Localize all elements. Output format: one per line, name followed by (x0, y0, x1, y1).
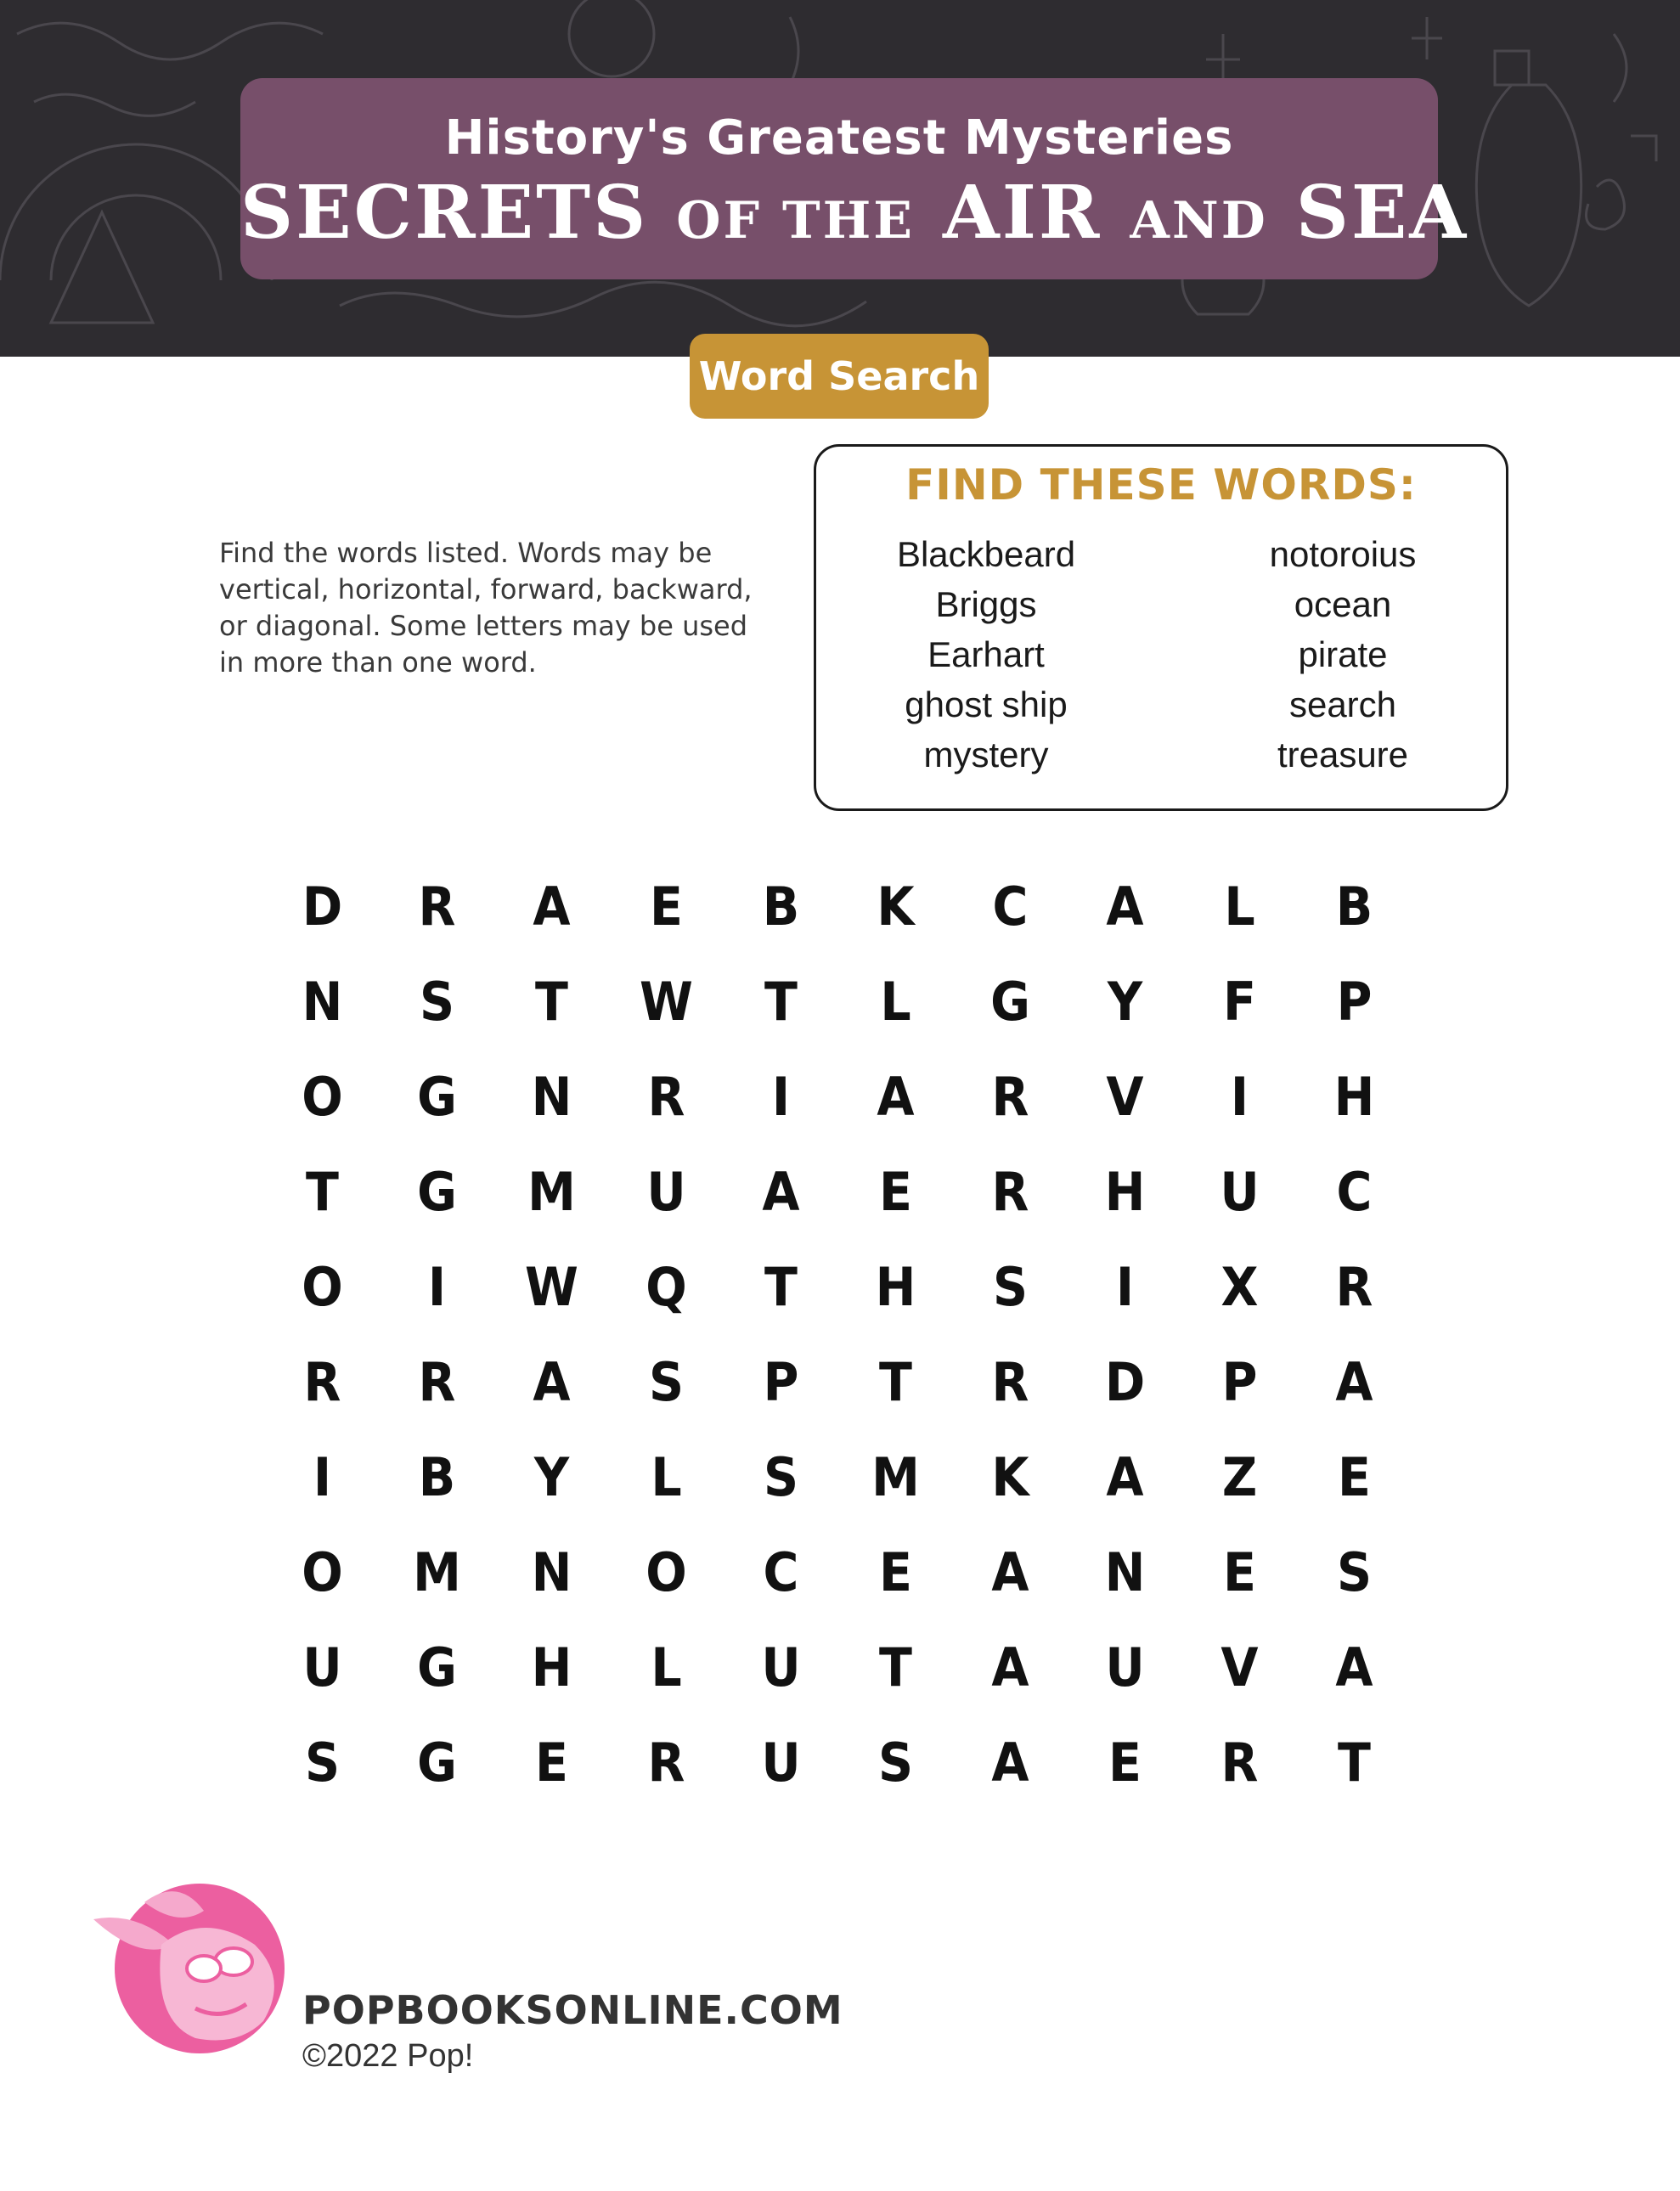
grid-letter[interactable]: T (879, 1351, 912, 1413)
grid-letter[interactable]: S (877, 1732, 914, 1794)
word-item: search (1288, 684, 1397, 724)
grid-letter[interactable]: G (990, 971, 1030, 1033)
grid-letter[interactable]: U (761, 1732, 801, 1794)
grid-letter[interactable]: C (1336, 1161, 1373, 1223)
grid-letter[interactable]: G (417, 1636, 457, 1698)
grid-letter[interactable]: N (302, 971, 343, 1033)
grid-letter[interactable]: H (875, 1256, 916, 1318)
grid-letter[interactable]: S (419, 971, 455, 1033)
series-title: History's Greatest Mysteries (444, 110, 1234, 166)
title-word-secrets: SECRETS (240, 170, 649, 256)
grid-letter[interactable]: A (991, 1732, 1029, 1794)
grid-letter[interactable]: T (535, 971, 568, 1033)
grid-letter[interactable]: E (1338, 1446, 1371, 1508)
grid-letter[interactable]: M (871, 1446, 920, 1508)
word-item: ghost ship (905, 684, 1068, 724)
grid-letter[interactable]: V (1106, 1066, 1144, 1128)
grid-letter[interactable]: H (1104, 1161, 1146, 1223)
grid-letter[interactable]: M (413, 1541, 461, 1603)
grid-letter[interactable]: O (302, 1541, 343, 1603)
grid-row (265, 1430, 1412, 1525)
word-item: Briggs (935, 584, 1037, 624)
grid-letter[interactable]: P (1221, 1351, 1258, 1413)
grid-letter[interactable]: H (531, 1636, 572, 1698)
grid-letter[interactable]: T (764, 971, 798, 1033)
grid-letter[interactable]: R (991, 1066, 1029, 1128)
title-word-of-the: OF THE (676, 191, 916, 251)
grid-letter[interactable]: O (302, 1256, 343, 1318)
word-item: mystery (923, 735, 1049, 774)
grid-letter[interactable]: A (877, 1066, 915, 1128)
grid-letter[interactable]: C (992, 876, 1029, 938)
word-list-heading: FIND THESE WORDS: (905, 460, 1417, 510)
word-item: notoroius (1269, 534, 1417, 574)
website-url: POPBOOKSONLINE.COM (302, 1987, 843, 2033)
grid-letter[interactable]: G (417, 1066, 457, 1128)
grid-letter[interactable]: S (304, 1732, 341, 1794)
grid-letter[interactable]: U (1105, 1636, 1145, 1698)
grid-letter[interactable]: R (418, 1351, 456, 1413)
grid-letter[interactable]: P (1336, 971, 1373, 1033)
grid-letter[interactable]: L (651, 1446, 682, 1508)
grid-letter[interactable]: U (646, 1161, 686, 1223)
grid-row (265, 955, 1412, 1050)
grid-letter[interactable]: L (651, 1636, 682, 1698)
copyright-text: ©2022 Pop! (302, 2038, 474, 2074)
grid-letter[interactable]: B (418, 1446, 456, 1508)
word-search-grid (265, 859, 1412, 1811)
grid-letter[interactable]: B (762, 876, 800, 938)
grid-letter[interactable]: N (531, 1066, 572, 1128)
grid-row (265, 1240, 1412, 1335)
grid-letter[interactable]: S (763, 1446, 799, 1508)
word-item: pirate (1298, 634, 1388, 674)
grid-letter[interactable]: R (418, 876, 456, 938)
grid-letter[interactable]: K (991, 1446, 1029, 1508)
grid-letter[interactable]: L (880, 971, 911, 1033)
title-word-air: AIR (942, 170, 1102, 256)
word-item: treasure (1277, 735, 1409, 774)
grid-letter[interactable]: I (771, 1066, 791, 1128)
grid-letter[interactable]: C (763, 1541, 799, 1603)
grid-letter[interactable]: M (527, 1161, 576, 1223)
grid-row (265, 1145, 1412, 1240)
grid-letter[interactable]: R (303, 1351, 341, 1413)
word-list-right-column (1173, 529, 1513, 780)
grid-letter[interactable]: O (646, 1541, 687, 1603)
grid-row (265, 1335, 1412, 1430)
grid-letter[interactable]: D (302, 876, 343, 938)
grid-letter[interactable]: L (1224, 876, 1255, 938)
grid-letter[interactable]: D (1104, 1351, 1146, 1413)
grid-row (265, 859, 1412, 955)
grid-letter[interactable]: T (879, 1636, 912, 1698)
grid-letter[interactable]: R (647, 1732, 685, 1794)
word-item: Blackbeard (896, 534, 1076, 574)
grid-letter[interactable]: A (1335, 1636, 1373, 1698)
grid-letter[interactable]: Q (646, 1256, 687, 1318)
grid-letter[interactable]: G (417, 1161, 457, 1223)
header-background (0, 0, 1680, 357)
grid-letter[interactable]: R (991, 1161, 1029, 1223)
grid-letter[interactable]: E (535, 1732, 568, 1794)
grid-letter[interactable]: A (533, 876, 571, 938)
grid-letter[interactable]: W (640, 971, 693, 1033)
grid-letter[interactable]: N (1104, 1541, 1146, 1603)
pop-logo-icon (85, 1868, 297, 2055)
grid-letter[interactable]: A (533, 1351, 571, 1413)
word-item: ocean (1294, 584, 1392, 624)
grid-letter[interactable]: I (1115, 1256, 1135, 1318)
grid-letter[interactable]: T (306, 1161, 339, 1223)
grid-row (265, 1050, 1412, 1145)
grid-letter[interactable]: H (1333, 1066, 1375, 1128)
grid-letter[interactable]: U (761, 1636, 801, 1698)
instructions-text: Find the words listed. Words may be vertical, horizontal, forward, backward, or diagonal. Some letters may be used in more than one word. (219, 537, 753, 679)
grid-letter[interactable]: U (302, 1636, 342, 1698)
grid-letter[interactable]: A (1335, 1351, 1373, 1413)
book-title (240, 170, 1469, 256)
grid-letter[interactable]: A (762, 1161, 800, 1223)
grid-letter[interactable]: I (427, 1256, 447, 1318)
word-list-left-column (816, 529, 1156, 780)
grid-letter[interactable]: S (992, 1256, 1029, 1318)
grid-letter[interactable]: B (1335, 876, 1373, 938)
grid-letter[interactable]: W (525, 1256, 578, 1318)
word-list-box (814, 444, 1508, 811)
word-item: Earhart (927, 634, 1045, 674)
grid-letter[interactable]: A (1106, 1446, 1144, 1508)
grid-letter[interactable]: E (879, 1161, 912, 1223)
grid-letter[interactable]: X (1221, 1256, 1259, 1318)
grid-letter[interactable]: U (1220, 1161, 1260, 1223)
grid-letter[interactable]: S (1336, 1541, 1373, 1603)
grid-letter[interactable]: Z (1221, 1446, 1258, 1508)
grid-letter[interactable]: T (1338, 1732, 1371, 1794)
grid-letter[interactable]: Y (533, 1446, 570, 1508)
grid-letter[interactable]: I (313, 1446, 332, 1508)
grid-letter[interactable]: P (763, 1351, 799, 1413)
grid-letter[interactable]: G (417, 1732, 457, 1794)
title-banner (240, 78, 1469, 279)
grid-row (265, 1715, 1412, 1811)
grid-letter[interactable]: R (1221, 1732, 1259, 1794)
grid-row (265, 1525, 1412, 1620)
grid-letter[interactable]: S (648, 1351, 685, 1413)
grid-letter[interactable]: F (1223, 971, 1256, 1033)
grid-letter[interactable]: O (302, 1066, 343, 1128)
grid-letter[interactable]: E (1223, 1541, 1256, 1603)
grid-letter[interactable]: I (1230, 1066, 1249, 1128)
grid-letter[interactable]: A (1106, 876, 1144, 938)
grid-letter[interactable]: K (877, 876, 915, 938)
grid-letter[interactable]: T (764, 1256, 798, 1318)
grid-letter[interactable]: V (1221, 1636, 1259, 1698)
grid-letter[interactable]: A (991, 1636, 1029, 1698)
grid-letter[interactable]: N (531, 1541, 572, 1603)
grid-letter[interactable]: R (991, 1351, 1029, 1413)
title-word-sea: SEA (1295, 170, 1469, 256)
grid-letter[interactable]: Y (1107, 971, 1143, 1033)
grid-letter[interactable]: R (1335, 1256, 1373, 1318)
grid-row (265, 1620, 1412, 1715)
activity-tag: Word Search (690, 334, 989, 419)
grid-letter[interactable]: E (1108, 1732, 1142, 1794)
grid-letter[interactable]: E (650, 876, 683, 938)
grid-letter[interactable]: E (879, 1541, 912, 1603)
grid-letter[interactable]: R (647, 1066, 685, 1128)
title-word-and: AND (1130, 191, 1268, 251)
grid-letter[interactable]: A (991, 1541, 1029, 1603)
